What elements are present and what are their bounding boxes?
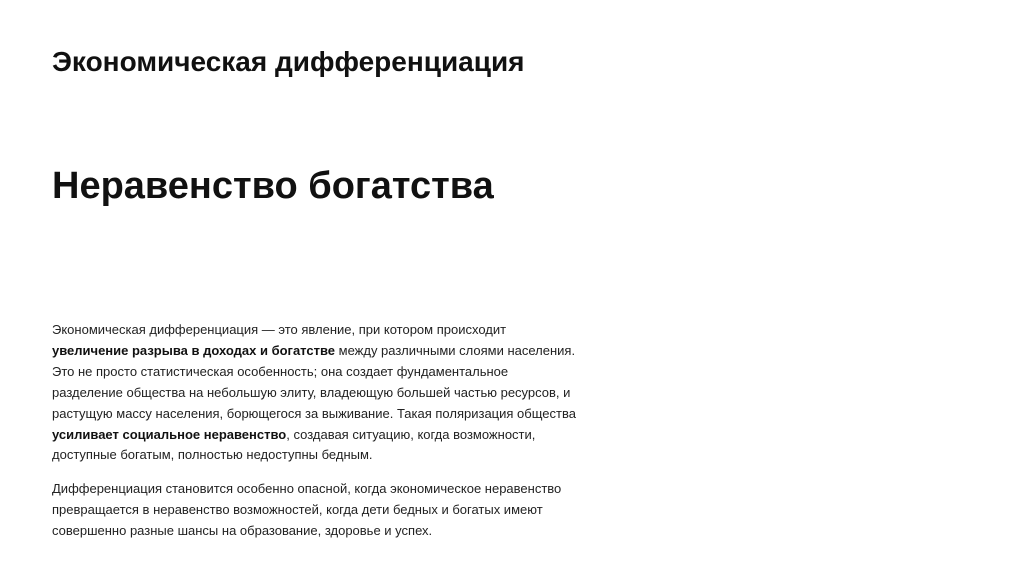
body-paragraph-2: Дифференциация становится особенно опасной, когда экономическое неравенство превращается в неравенство возможностей, когда дети бедных и богатых имеют совершенно разные шансы на образование, здоровье и успех. [52,481,562,539]
paragraph-1-text-1: Экономическая дифференциация — это явление, при котором происходит [52,322,507,337]
paragraph-1-text-2: между различными слоями населения. Это не просто статистическая особенность; она создает фундаментальное разделение общества на небольшую элиту, владеющую большей частью ресурсов, и растущую массу населения, борющегося за выживание. Такая поляризация общества [52,342,576,421]
paragraph-1-emphasis-1: увеличение разрыва в доходах и богатстве [52,342,336,358]
paragraph-1-text-3: , создавая ситуацию, когда возможности, доступные богатым, полностью недоступны бедным. [52,426,536,463]
body-paragraph-1 [52,320,582,466]
slide-title: Экономическая дифференциация [52,46,525,77]
paragraph-1-emphasis-2: усиливает социальное неравенство [52,426,287,442]
slide-subtitle: Неравенство богатства [52,165,494,207]
slide-body [52,320,582,542]
